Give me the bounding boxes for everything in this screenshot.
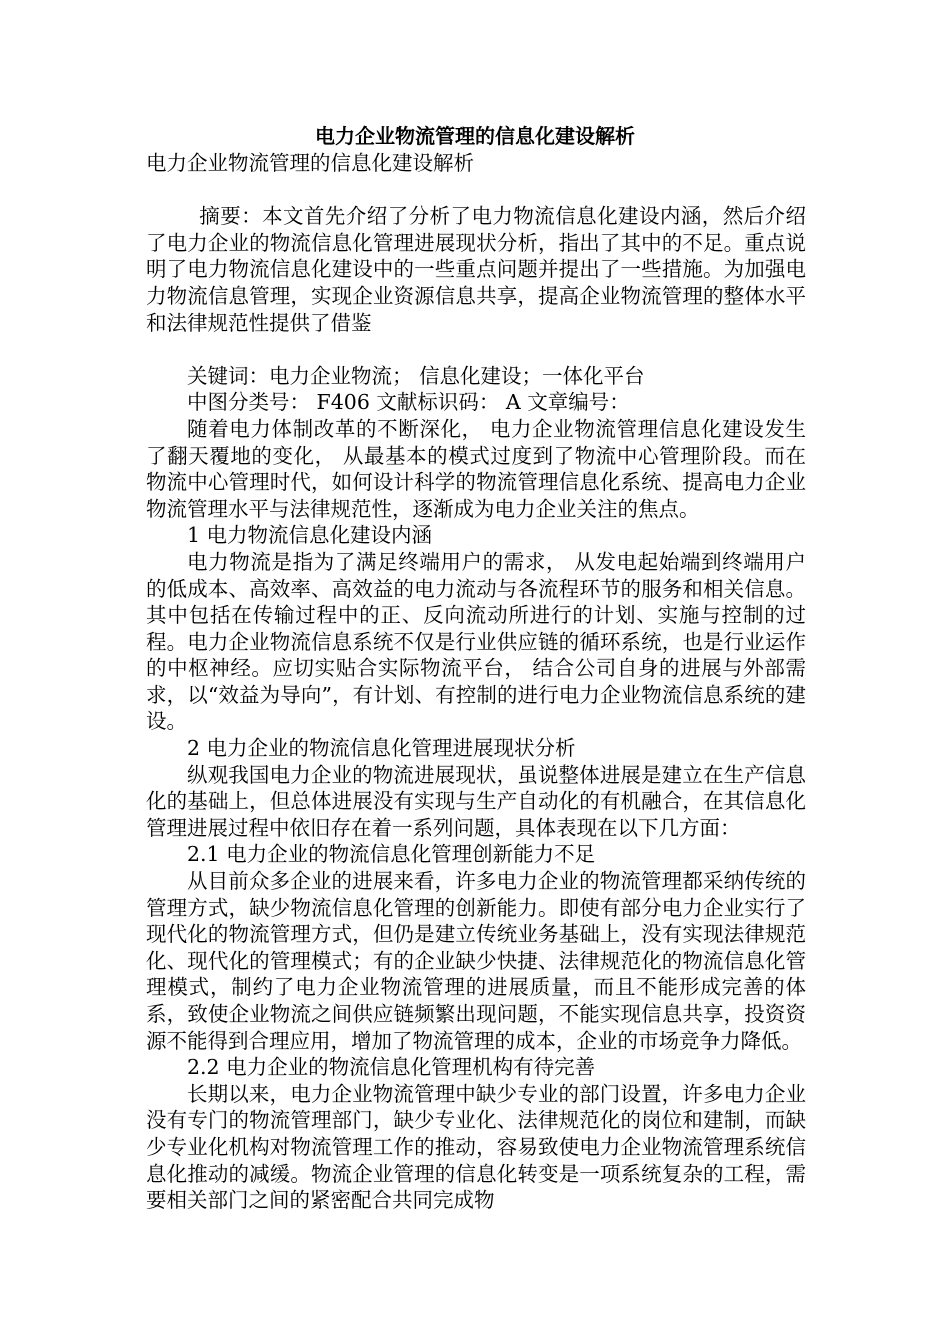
section-heading-2-1: 2.1 电力企业的物流信息化管理创新能力不足 (187, 842, 596, 867)
section-heading-2-2: 2.2 电力企业的物流信息化管理机构有待完善 (187, 1055, 596, 1080)
section-heading-2: 2 电力企业的物流信息化管理进展现状分析 (187, 736, 576, 761)
abstract-paragraph: 摘要：本文首先介绍了分析了电力物流信息化建设内涵，然后介绍了电力企业的物流信息化管理进展现状分析，指出了其中的不足。重点说明了电力物流信息化建设中的一些重点问题并提出了一些措施。为加强电力物流信息管理，实现企业资源信息共享，提高企业物流管理的整体水平和法律规范性提供了借鉴 (146, 204, 806, 335)
document-title: 电力企业物流管理的信息化建设解析 (315, 124, 635, 148)
section-2-paragraph: 纵观我国电力企业的物流进展现状，虽说整体进展是建立在生产信息化的基础上，但总体进展没有实现与生产自动化的有机融合，在其信息化管理进展过程中依旧存在着一系列问题，具体表现在以下几方面： (146, 762, 806, 840)
keywords-line: 关键词：电力企业物流； 信息化建设；一体化平台 (187, 363, 645, 388)
section-1-paragraph: 电力物流是指为了满足终端用户的需求， 从发电起始端到终端用户的低成本、高效率、高效益的电力流动与各流程环节的服务和相关信息。其中包括在传输过程中的正、反向流动所进行的计划、实施与控制的过程。电力企业物流信息系统不仅是行业供应链的循环系统，也是行业运作的中枢神经。应切实贴合实际物流平台， 结合公司自身的进展与外部需求，以“效益为导向”，有计划、有控制的进行电力企业物流信息系统的建设。 (146, 549, 806, 734)
section-2-1-paragraph: 从目前众多企业的进展来看，许多电力企业的物流管理都采纳传统的管理方式，缺少物流信息化管理的创新能力。即使有部分电力企业实行了现代化的物流管理方式，但仍是建立传统业务基础上，没有实现法律规范化、现代化的管理模式；有的企业缺少快捷、法律规范化的物流信息化管理模式，制约了电力企业物流管理的进展质量，而且不能形成完善的体系，致使企业物流之间供应链频繁出现问题，不能实现信息共享，投资资源不能得到合理应用，增加了物流管理的成本，企业的市场竞争力降低。 (146, 869, 806, 1053)
section-2-2-paragraph: 长期以来，电力企业物流管理中缺少专业的部门设置，许多电力企业没有专门的物流管理部门，缺少专业化、法律规范化的岗位和建制，而缺少专业化机构对物流管理工作的推动，容易致使电力企业物流管理系统信息化推动的减缓。物流企业管理的信息化转变是一项系统复杂的工程，需要相关部门之间的紧密配合共同完成物 (146, 1081, 806, 1213)
document-subtitle: 电力企业物流管理的信息化建设解析 (146, 151, 474, 175)
blank-line (146, 336, 806, 363)
classification-line: 中图分类号： F406 文献标识码： A 文章编号： (187, 390, 630, 415)
document-body (146, 150, 806, 1214)
blank-line (146, 177, 806, 204)
section-heading-1: 1 电力物流信息化建设内涵 (187, 523, 433, 548)
intro-paragraph: 随着电力体制改革的不断深化， 电力企业物流管理信息化建设发生了翻天覆地的变化， 从最基本的模式过度到了物流中心管理阶段。而在物流中心管理时代，如何设计科学的物流管理信息化系统、提高电力企业物流管理水平与法律规范性，逐渐成为电力企业关注的焦点。 (146, 416, 806, 521)
